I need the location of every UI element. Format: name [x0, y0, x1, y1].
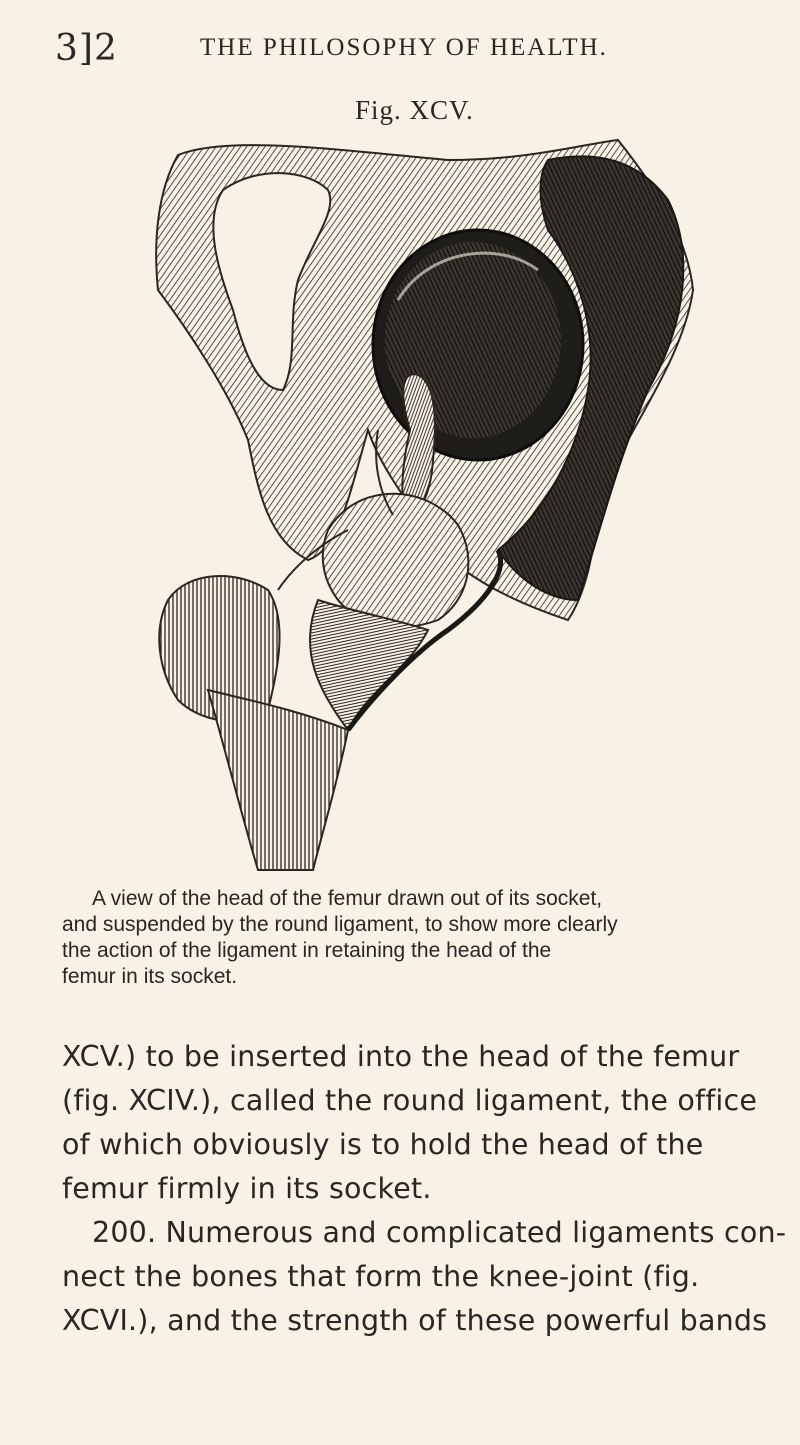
caption-line: femur in its socket. [62, 965, 238, 988]
caption-line: A view of the head of the femur drawn out of its socket, [92, 887, 603, 910]
body-line: 200. Numerous and complicated ligaments con- [92, 1216, 787, 1249]
figure-caption [62, 886, 772, 990]
femur-shaft [208, 690, 348, 870]
body-line: of which obviously is to hold the head of the [62, 1128, 704, 1161]
page-number: 3]2 [55, 28, 118, 69]
running-head: THE PHILOSOPHY OF HEALTH. [200, 34, 608, 61]
hip-joint-illustration [148, 130, 708, 875]
body-line: XCVI.), and the strength of these powerful bands [62, 1304, 768, 1337]
body-line: nect the bones that form the knee-joint (fig. [62, 1260, 700, 1293]
caption-line: and suspended by the round ligament, to show more clearly [62, 913, 618, 936]
body-text [62, 1035, 792, 1343]
figure-label: Fig. XCV. [355, 95, 474, 125]
caption-line: the action of the ligament in retaining the head of the [62, 939, 552, 962]
body-line: femur firmly in its socket. [62, 1172, 432, 1205]
body-line: XCV.) to be inserted into the head of the femur [62, 1040, 740, 1073]
body-line: (fig. XCIV.), called the round ligament, the office [62, 1084, 758, 1117]
